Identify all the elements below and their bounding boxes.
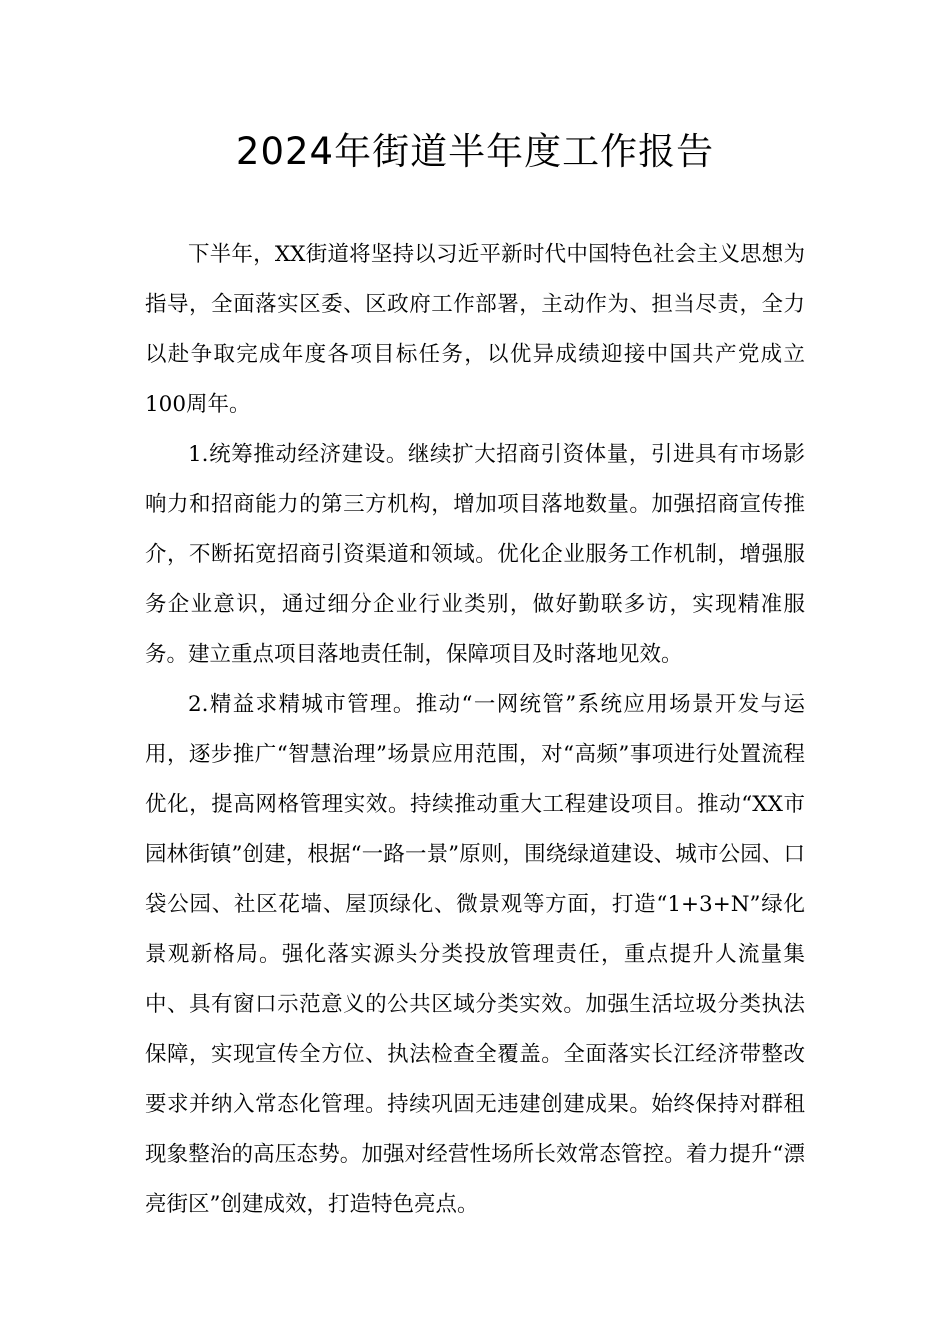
document-body: [145, 230, 805, 1230]
document-title: 2024年街道半年度工作报告: [235, 130, 715, 173]
paragraph-city-management: 2.精益求精城市管理。推动“一网统管”系统应用场景开发与运用，逐步推广“智慧治理”场景应用范围，对“高频”事项进行处置流程优化，提高网格管理实效。持续推动重大工程建设项目。推动“XX市园林街镇”创建，根据“一路一景”原则，围绕绿道建设、城市公园、口袋公园、社区花墙、屋顶绿化、微景观等方面，打造“1+3+N”绿化景观新格局。强化落实源头分类投放管理责任，重点提升人流量集中、具有窗口示范意义的公共区域分类实效。加强生活垃圾分类执法保障，实现宣传全方位、执法检查全覆盖。全面落实长江经济带整改要求并纳入常态化管理。持续巩固无违建创建成果。始终保持对群租现象整治的高压态势。加强对经营性场所长效常态管控。着力提升“漂亮街区”创建成效，打造特色亮点。: [145, 692, 805, 1217]
paragraph-economic-construction: 1.统筹推动经济建设。继续扩大招商引资体量，引进具有市场影响力和招商能力的第三方机构，增加项目落地数量。加强招商宣传推介，不断拓宽招商引资渠道和领域。优化企业服务工作机制，增强服务企业意识，通过细分企业行业类别，做好勤联多访，实现精准服务。建立重点项目落地责任制，保障项目及时落地见效。: [145, 442, 805, 667]
paragraph-intro: 下半年，XX街道将坚持以习近平新时代中国特色社会主义思想为指导，全面落实区委、区政府工作部署，主动作为、担当尽责，全力以赴争取完成年度各项目标任务，以优异成绩迎接中国共产党成立100周年。: [145, 242, 805, 417]
